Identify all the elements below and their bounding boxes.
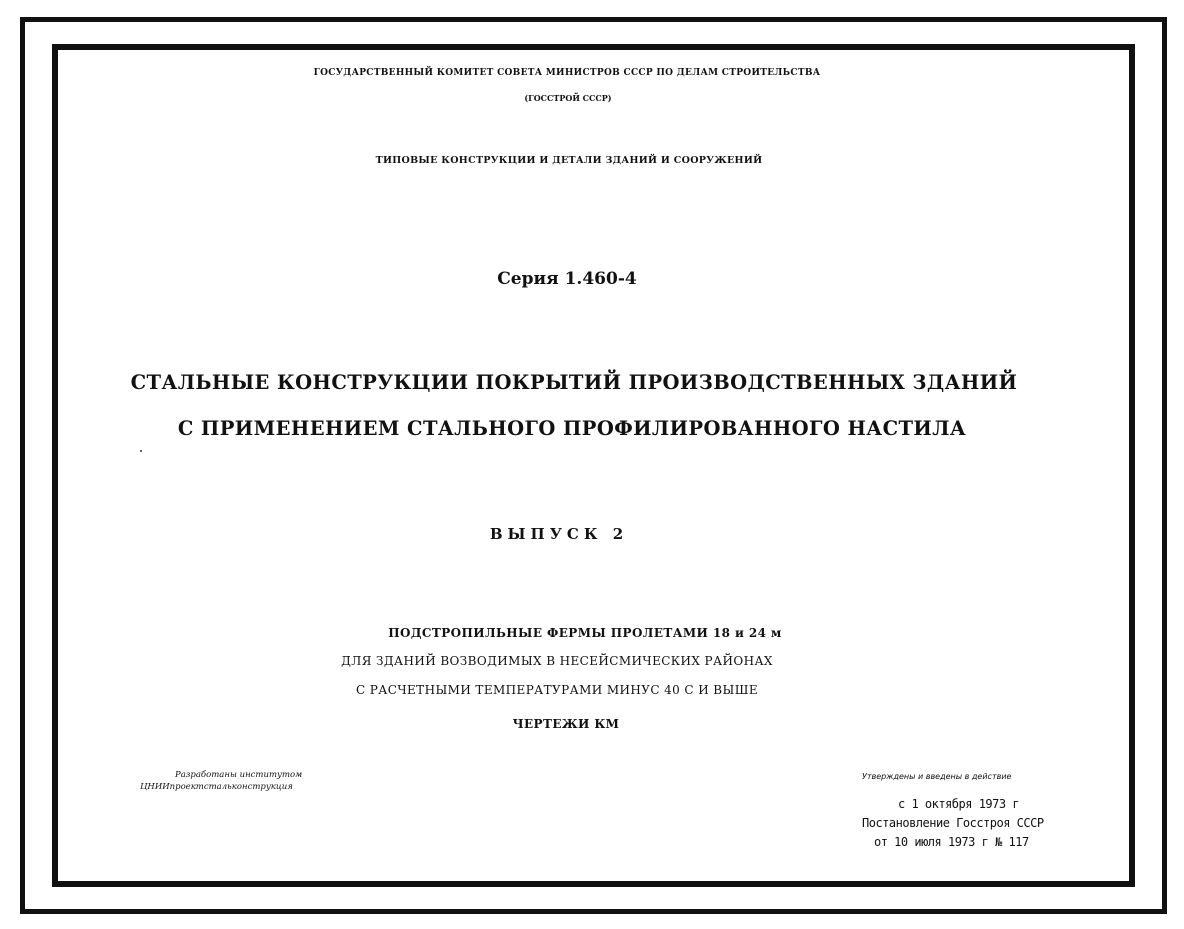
collection-title: ТИПОВЫЕ КОНСТРУКЦИИ И ДЕТАЛИ ЗДАНИЙ И СООРУЖЕНИЙ	[375, 155, 763, 166]
developer-label: Разработаны институтом	[175, 770, 303, 780]
organization-name: ГОСУДАРСТВЕННЫЙ КОМИТЕТ СОВЕТА МИНИСТРОВ СССР ПО ДЕЛАМ СТРОИТЕЛЬСТВА	[313, 68, 821, 78]
description-line-1: ПОДСТРОПИЛЬНЫЕ ФЕРМЫ ПРОЛЕТАМИ 18 и 24 м	[388, 626, 782, 640]
developer-name: ЦНИИпроектстальконструкция	[140, 782, 293, 792]
series-number: Серия 1.460-4	[497, 269, 637, 289]
document-title-line-2: С ПРИМЕНЕНИЕМ СТАЛЬНОГО ПРОФИЛИРОВАННОГО НАСТИЛА	[177, 417, 967, 440]
issue-number: ВЫПУСК 2	[489, 525, 629, 543]
scan-speck	[140, 450, 142, 452]
description-line-4: ЧЕРТЕЖИ КМ	[512, 717, 620, 731]
approval-decree-date: от 10 июля 1973 г № 117	[874, 835, 1029, 849]
description-line-3: С РАСЧЕТНЫМИ ТЕМПЕРАТУРАМИ МИНУС 40 С И ВЫШЕ	[356, 683, 758, 697]
approval-decree: Постановление Госстроя СССР	[862, 816, 1044, 830]
approval-date: с 1 октября 1973 г	[898, 797, 1020, 811]
developer-block	[140, 769, 340, 793]
approval-block	[840, 772, 1060, 852]
approval-label: Утверждены и введены в действие	[862, 772, 1012, 781]
document-title-line-1: СТАЛЬНЫЕ КОНСТРУКЦИИ ПОКРЫТИЙ ПРОИЗВОДСТВЕННЫХ ЗДАНИЙ	[130, 371, 1018, 394]
inner-frame	[52, 44, 1135, 887]
description-line-2: ДЛЯ ЗДАНИЙ ВОЗВОДИМЫХ В НЕСЕЙСМИЧЕСКИХ РАЙОНАХ	[341, 654, 773, 668]
organization-abbreviation: (ГОССТРОЙ СССР)	[524, 93, 612, 103]
